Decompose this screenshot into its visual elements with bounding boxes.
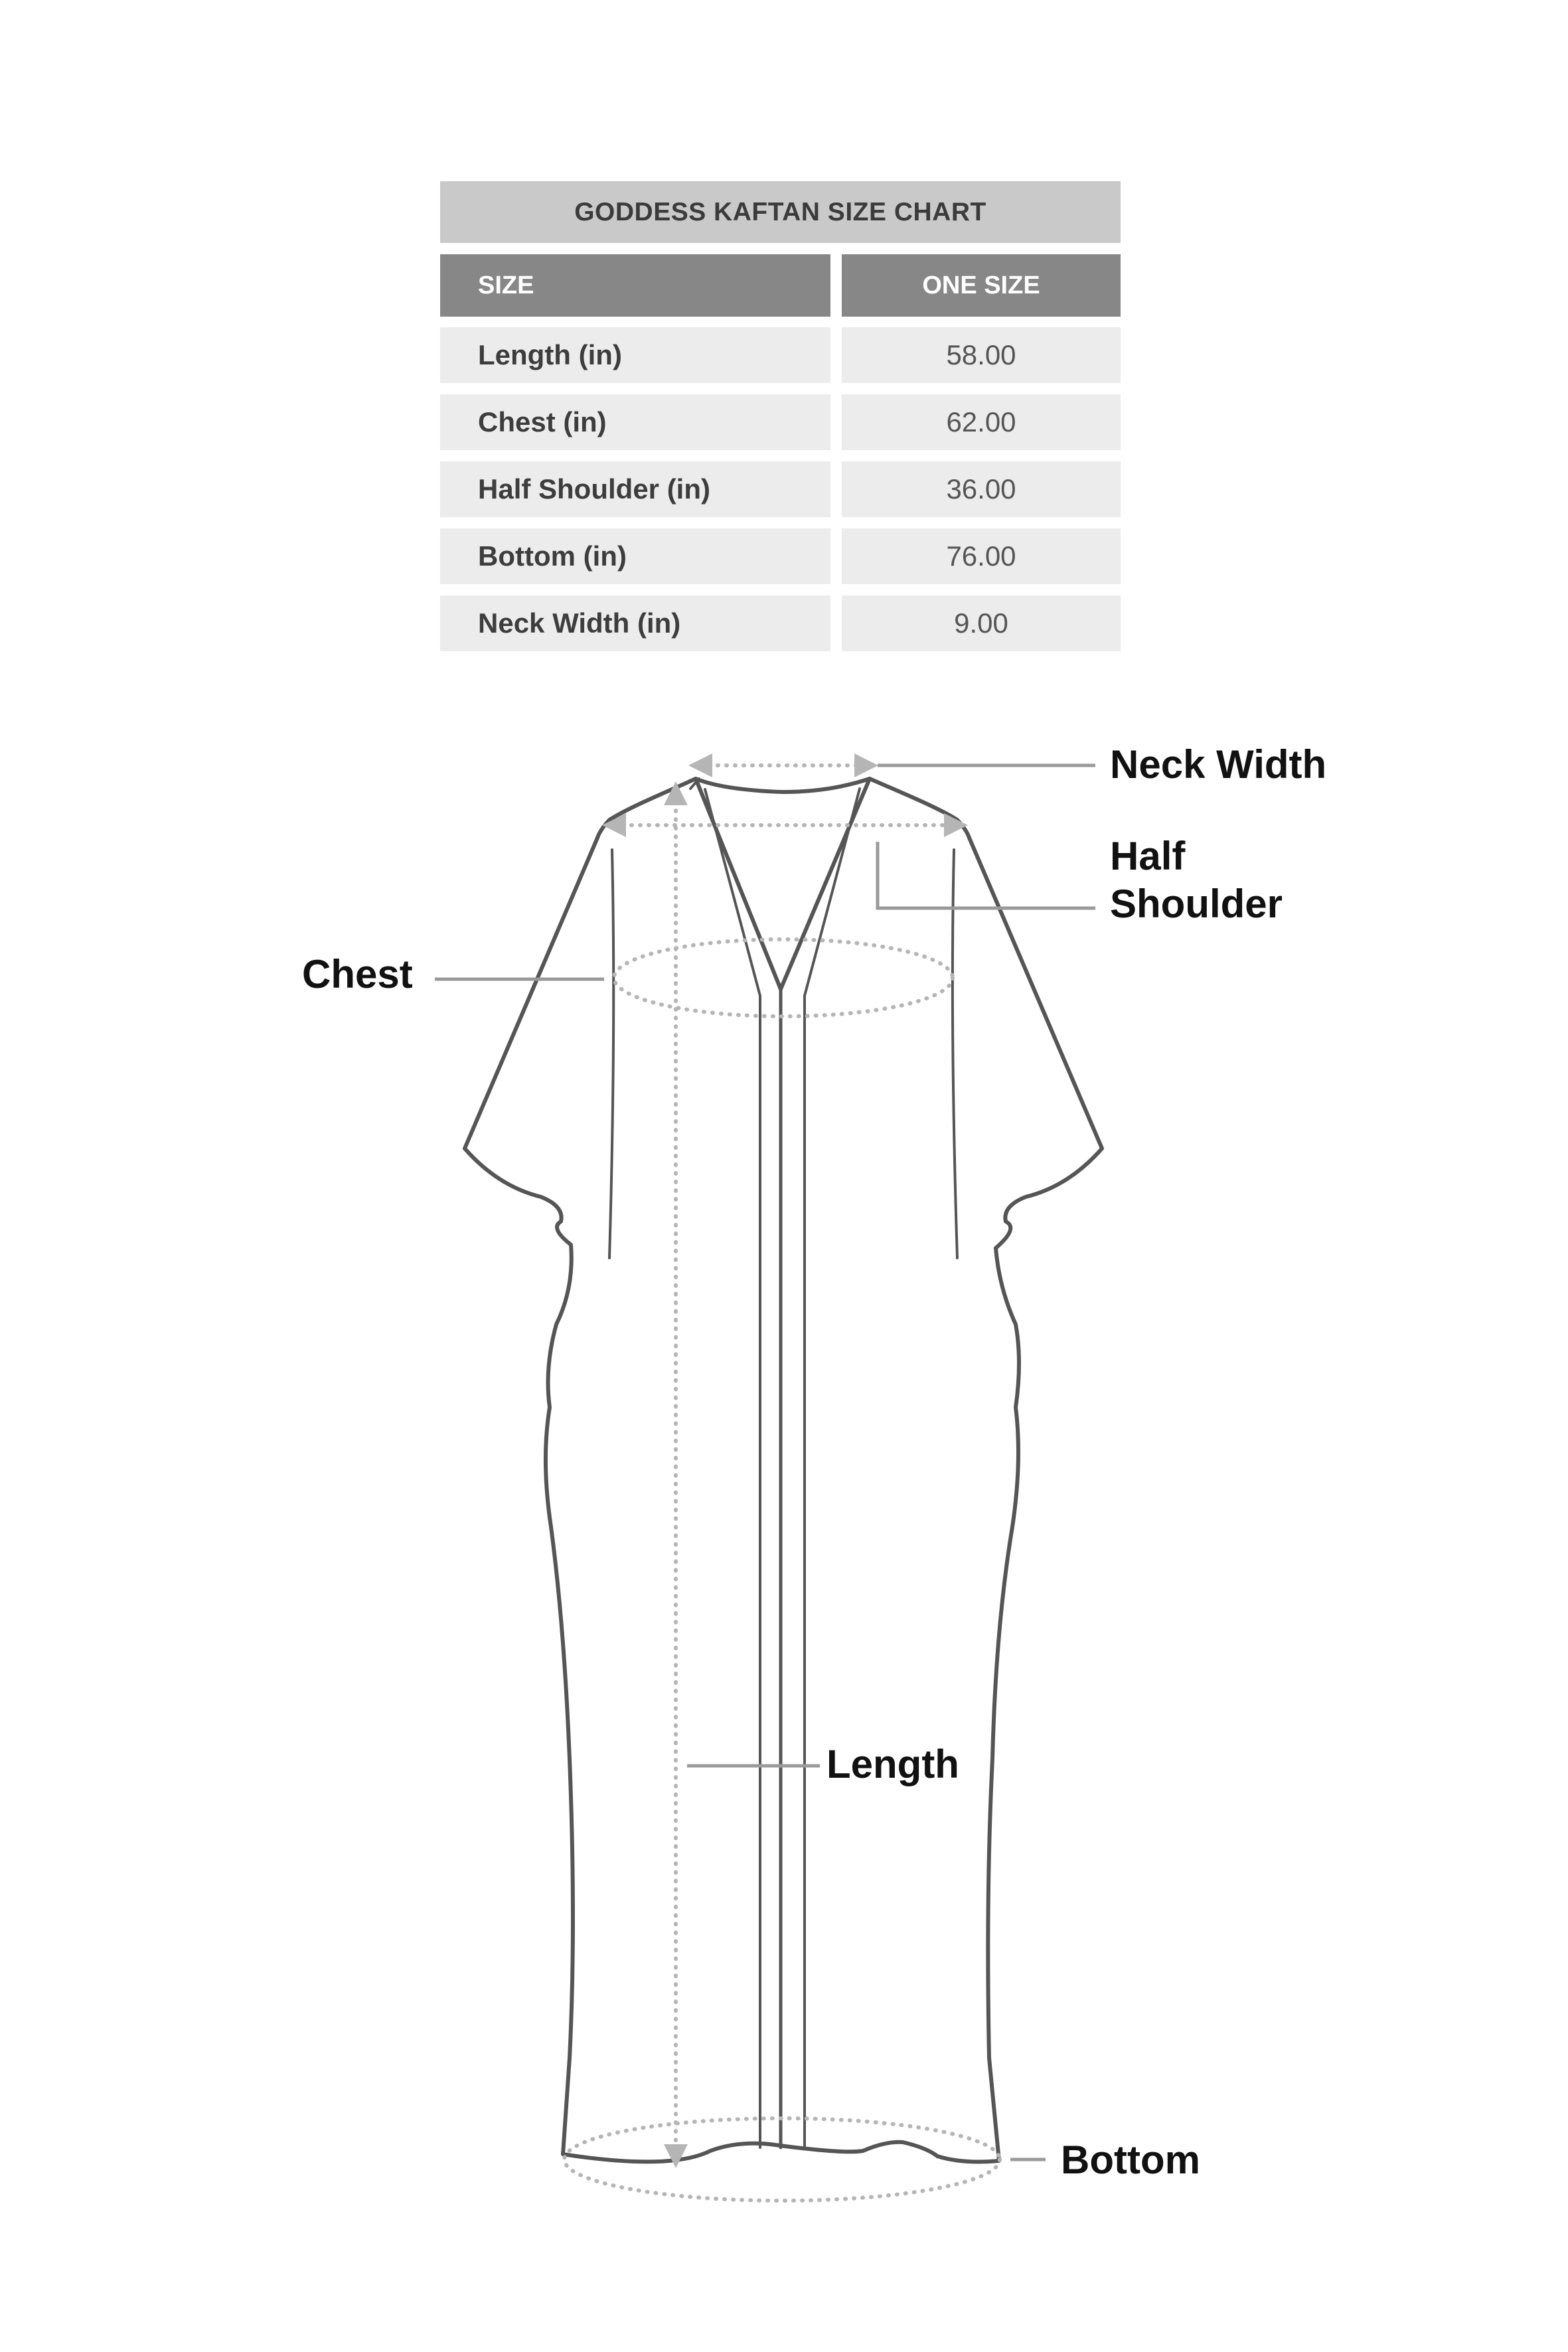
row-neck-width-label: Neck Width (in)	[440, 595, 830, 651]
table-title: GODDESS KAFTAN SIZE CHART	[440, 181, 1121, 243]
callout-chest: Chest	[302, 952, 413, 996]
row-length-value: 58.00	[842, 327, 1121, 383]
leader-lines	[435, 765, 1095, 2159]
inner-side-seam-left	[609, 850, 613, 1258]
inner-side-seam-right	[953, 850, 957, 1258]
row-chest-value: 62.00	[842, 394, 1121, 450]
callout-length: Length	[826, 1742, 959, 1786]
row-half-shoulder-value: 36.00	[842, 461, 1121, 517]
callout-half-shoulder-line2: Shoulder	[1110, 882, 1283, 926]
neckline	[696, 779, 870, 989]
header-one-size: ONE SIZE	[842, 254, 1121, 317]
kaftan-outline	[465, 779, 1102, 2161]
placket-left-edge	[690, 779, 760, 2148]
callout-bottom: Bottom	[1061, 2138, 1200, 2182]
row-chest-label: Chest (in)	[440, 394, 830, 450]
neck-curve-back	[696, 779, 870, 792]
callout-half-shoulder-line1: Half	[1110, 834, 1186, 878]
row-bottom-value: 76.00	[842, 528, 1121, 584]
header-size-label: SIZE	[440, 254, 830, 317]
row-neck-width-value: 9.00	[842, 595, 1121, 651]
row-bottom-label: Bottom (in)	[440, 528, 830, 584]
row-half-shoulder-label: Half Shoulder (in)	[440, 461, 830, 517]
placket-right-edge	[805, 789, 860, 2148]
callout-neck-width: Neck Width	[1110, 742, 1327, 787]
row-length-label: Length (in)	[440, 327, 830, 383]
